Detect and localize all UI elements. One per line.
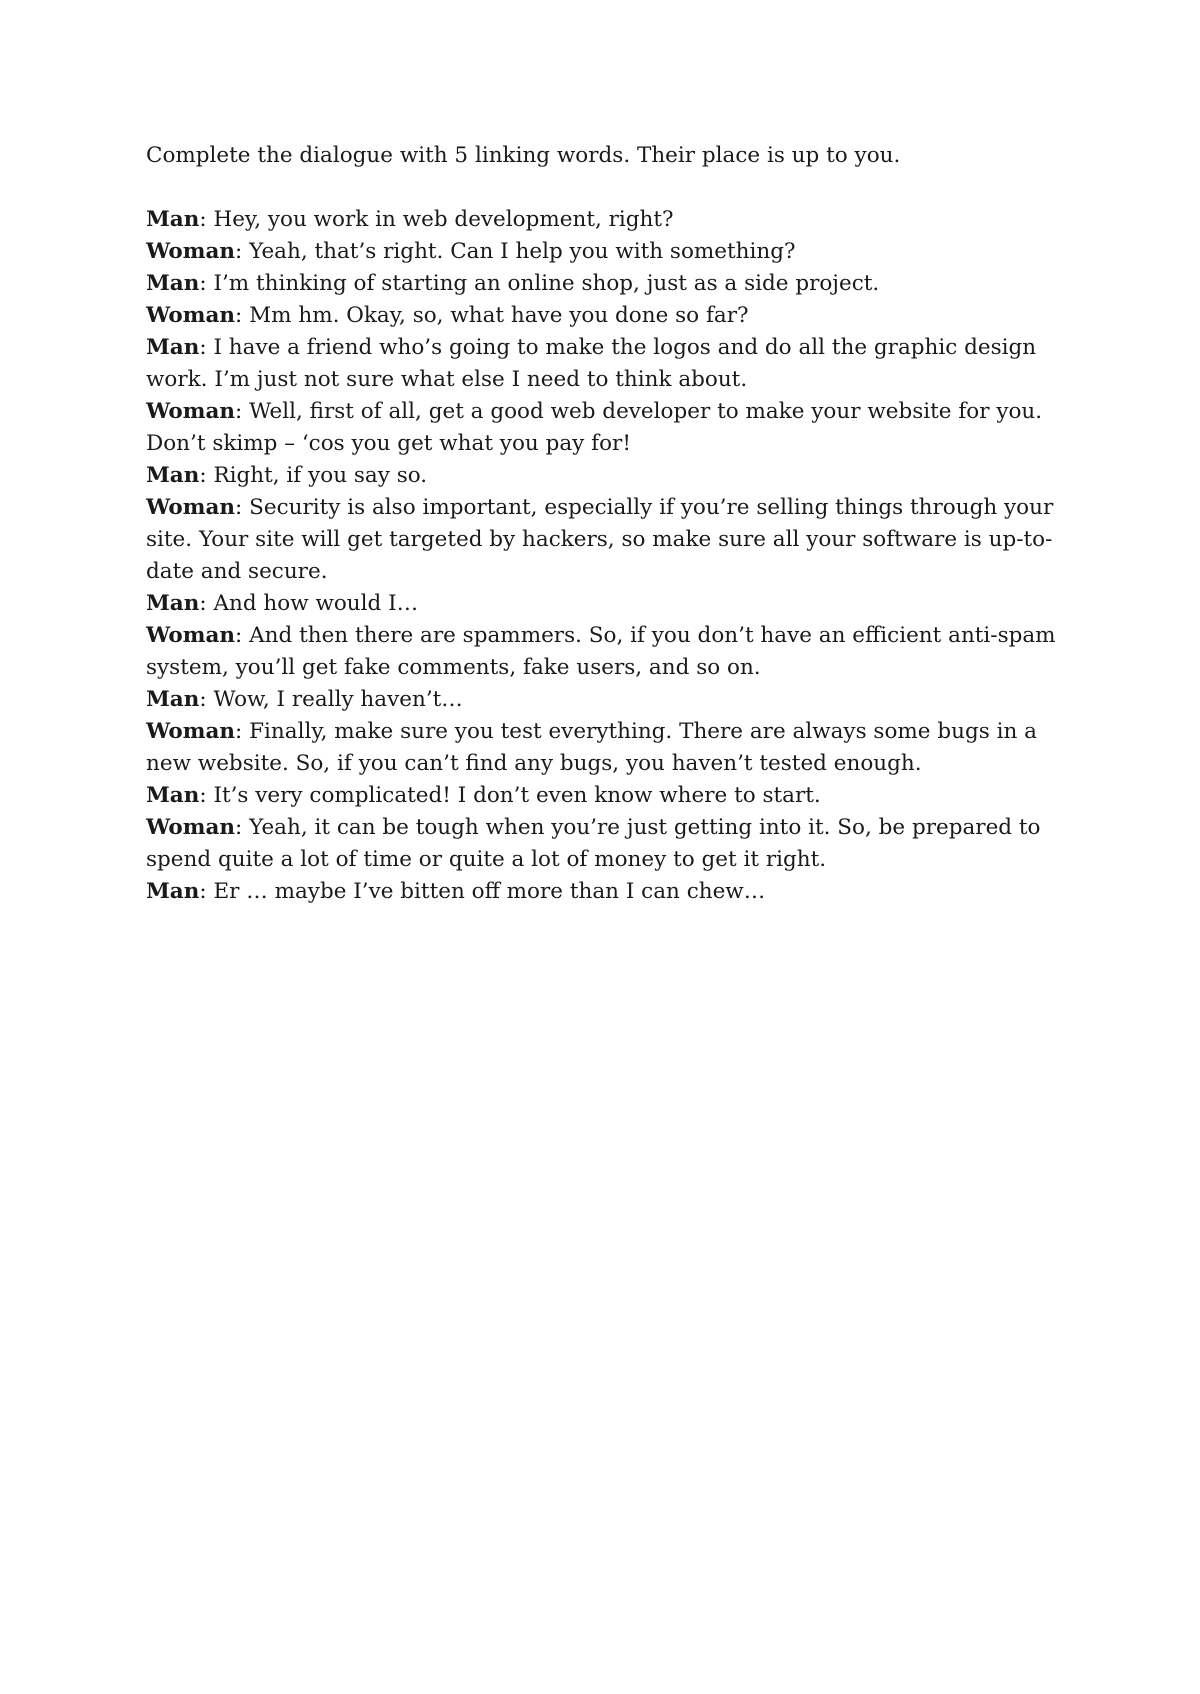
dialogue-line [146, 332, 1066, 396]
line-text: Well, first of all, get a good web developer to make your website for you. Don’t skimp – ‘cos you get what you pay for! [146, 399, 1043, 456]
dialogue-line [146, 876, 1066, 908]
line-text: And how would I… [213, 591, 419, 616]
speaker-label: Man [146, 591, 200, 616]
speaker-label: Man [146, 687, 200, 712]
speaker-label: Man [146, 783, 200, 808]
speaker-label: Woman [146, 815, 236, 840]
speaker-colon: : [235, 303, 250, 328]
speaker-colon: : [235, 399, 250, 424]
line-text: Finally, make sure you test everything. There are always some bugs in a new website. So, if you can’t find any bugs, you haven’t tested enough. [146, 719, 1037, 776]
line-text: Hey, you work in web development, right? [213, 207, 674, 232]
dialogue-line [146, 716, 1066, 780]
speaker-colon: : [199, 335, 214, 360]
speaker-label: Woman [146, 719, 236, 744]
dialogue-line [146, 492, 1066, 588]
speaker-label: Man [146, 463, 200, 488]
speaker-colon: : [235, 719, 250, 744]
speaker-label: Woman [146, 495, 236, 520]
speaker-label: Woman [146, 239, 236, 264]
dialogue [146, 204, 1066, 908]
line-text: Wow, I really haven’t… [213, 687, 463, 712]
dialogue-line [146, 620, 1066, 684]
speaker-label: Man [146, 207, 200, 232]
speaker-colon: : [235, 815, 250, 840]
speaker-label: Man [146, 335, 200, 360]
speaker-colon: : [199, 271, 214, 296]
line-text: Mm hm. Okay, so, what have you done so far? [249, 303, 749, 328]
speaker-colon: : [199, 879, 214, 904]
dialogue-line [146, 684, 1066, 716]
speaker-label: Woman [146, 623, 236, 648]
dialogue-line [146, 780, 1066, 812]
speaker-label: Man [146, 271, 200, 296]
instructions: Complete the dialogue with 5 linking words. Their place is up to you. [146, 143, 901, 168]
speaker-colon: : [235, 495, 250, 520]
speaker-colon: : [199, 687, 214, 712]
line-text: I’m thinking of starting an online shop, just as a side project. [213, 271, 880, 296]
document-page [146, 140, 1066, 908]
speaker-colon: : [199, 783, 214, 808]
line-text: Er … maybe I’ve bitten off more than I can chew… [213, 879, 766, 904]
line-text: Yeah, that’s right. Can I help you with something? [249, 239, 796, 264]
dialogue-line [146, 236, 1066, 268]
line-text: It’s very complicated! I don’t even know where to start. [213, 783, 821, 808]
dialogue-line [146, 588, 1066, 620]
speaker-label: Woman [146, 303, 236, 328]
dialogue-line [146, 268, 1066, 300]
dialogue-line [146, 300, 1066, 332]
speaker-colon: : [199, 207, 214, 232]
speaker-colon: : [199, 463, 214, 488]
dialogue-line [146, 812, 1066, 876]
dialogue-line [146, 204, 1066, 236]
line-text: And then there are spammers. So, if you don’t have an efficient anti-spam system, you’ll get fake comments, fake users, and so on. [146, 623, 1056, 680]
line-text: I have a friend who’s going to make the logos and do all the graphic design work. I’m just not sure what else I need to think about. [146, 335, 1037, 392]
line-text: Yeah, it can be tough when you’re just getting into it. So, be prepared to spend quite a lot of time or quite a lot of money to get it right. [146, 815, 1041, 872]
dialogue-line [146, 460, 1066, 492]
speaker-colon: : [235, 623, 250, 648]
dialogue-line [146, 396, 1066, 460]
line-text: Security is also important, especially if you’re selling things through your site. Your site will get targeted by hackers, so make sure all your software is up-to-date and secure. [146, 495, 1054, 584]
line-text: Right, if you say so. [213, 463, 428, 488]
speaker-label: Man [146, 879, 200, 904]
speaker-colon: : [199, 591, 214, 616]
speaker-colon: : [235, 239, 250, 264]
speaker-label: Woman [146, 399, 236, 424]
